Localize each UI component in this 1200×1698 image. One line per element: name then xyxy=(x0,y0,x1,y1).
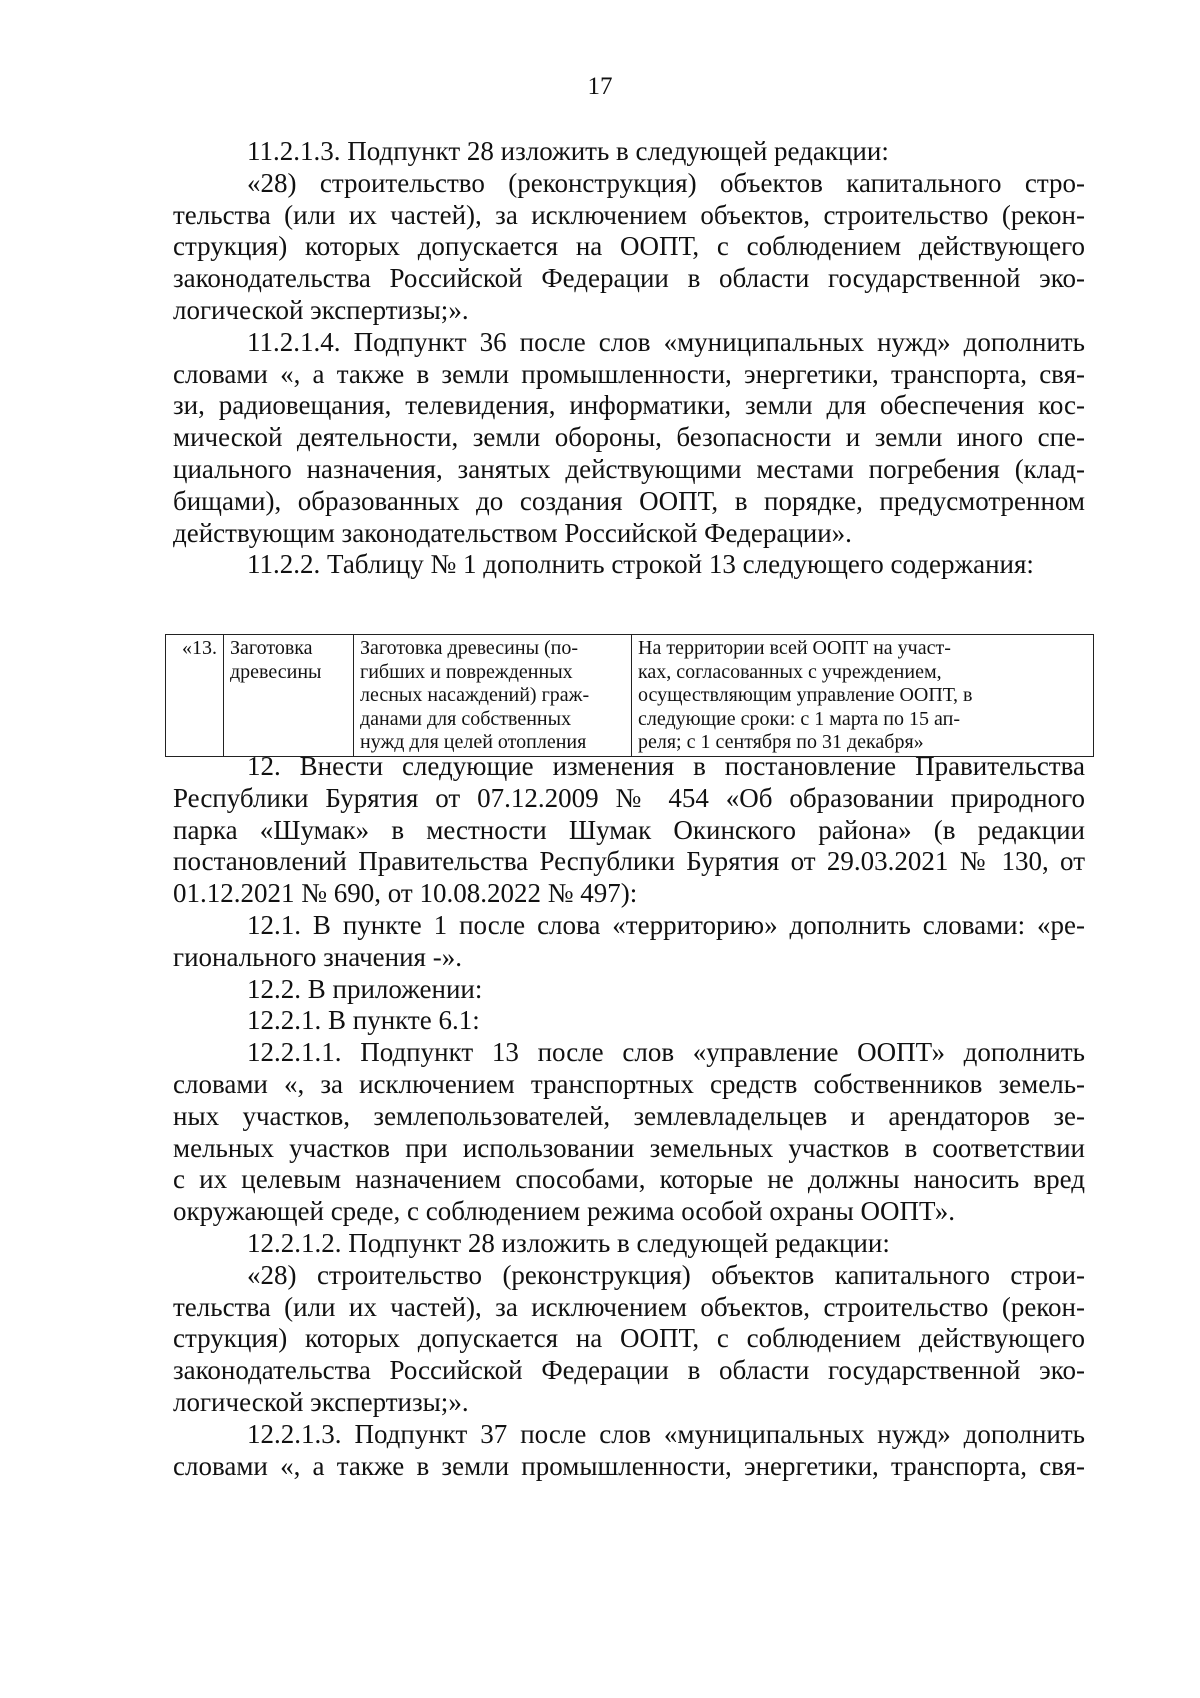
table-row xyxy=(166,635,1094,757)
amendment-table xyxy=(165,634,1094,757)
text-line: словами «, за исключением транспортных средств собственников земель- xyxy=(173,1068,1085,1099)
cell-line: древесины xyxy=(230,660,322,683)
cell-line: Заготовка древесины (по- xyxy=(360,637,579,659)
text-line: «28) строительство (реконструкция) объектов капитального стро- xyxy=(247,167,1085,198)
cell-line: гибших и поврежденных xyxy=(360,660,573,683)
text-line: законодательства Российской Федерации в области государственной эко- xyxy=(173,1355,1085,1386)
text-line: 12. Внести следующие изменения в постановление Правительства xyxy=(247,751,1085,781)
text-line: с их целевым назначением способами, которые не должны наносить вред xyxy=(173,1164,1085,1195)
text-line: 12.2. В приложении: xyxy=(247,973,483,1004)
text-section-11 xyxy=(173,136,1085,581)
text-line: бищами), образованных до создания ООПТ, в порядке, предусмотренном xyxy=(173,485,1085,516)
text-line: 11.2.2. Таблицу № 1 дополнить строкой 13 следующего содержания: xyxy=(247,549,1034,580)
text-line: Республики Бурятия от 07.12.2009 № 454 «Об образовании природного xyxy=(173,782,1085,813)
text-line: окружающей среде, с соблюдением режима особой охраны ООПТ». xyxy=(173,1196,956,1227)
text-line: 11.2.1.4. Подпункт 36 после слов «муниципальных нужд» дополнить xyxy=(247,326,1085,357)
text-line: действующим законодательством Российской Федерации». xyxy=(173,517,852,548)
text-line: логической экспертизы;». xyxy=(173,294,469,325)
table-cell-number xyxy=(166,635,224,757)
text-line: 12.1. В пункте 1 после слова «территорию» дополнить словами: «ре- xyxy=(247,909,1085,940)
text-line: мической деятельности, земли обороны, безопасности и земли иного спе- xyxy=(173,422,1085,453)
text-line: ных участков, землепользователей, землевладельцев и арендаторов зе- xyxy=(173,1100,1085,1131)
text-line: струкция) которых допускается на ООПТ, с соблюдением действующего xyxy=(173,1323,1085,1354)
text-line: «28) строительство (реконструкция) объектов капитального строи- xyxy=(247,1259,1085,1290)
table-cell-conditions xyxy=(632,635,1094,757)
text-line: 11.2.1.3. Подпункт 28 изложить в следующей редакции: xyxy=(247,136,889,166)
cell-line: лесных насаждений) граж- xyxy=(360,684,590,707)
text-line: законодательства Российской Федерации в области государственной эко- xyxy=(173,263,1085,294)
text-line: постановлений Правительства Республики Бурятия от 29.03.2021 № 130, от xyxy=(173,846,1085,877)
cell-line: осуществляющим управление ООПТ, в xyxy=(638,684,973,707)
text-line: мельных участков при использовании земельных участков в соответствии xyxy=(173,1132,1085,1163)
cell-line: Заготовка xyxy=(230,637,313,659)
table-cell-description xyxy=(354,635,632,757)
text-line: зи, радиовещания, телевидения, информатики, земли для обеспечения кос- xyxy=(173,390,1085,421)
table-cell-activity xyxy=(224,635,354,757)
page-number: 17 xyxy=(587,73,613,100)
text-line: струкция) которых допускается на ООПТ, с соблюдением действующего xyxy=(173,231,1085,262)
text-line: 12.2.1.3. Подпункт 37 после слов «муниципальных нужд» дополнить xyxy=(247,1418,1085,1449)
cell-line: реля; с 1 сентября по 31 декабря» xyxy=(638,731,924,754)
cell-line: нужд для целей отопления xyxy=(360,731,587,754)
text-line: парка «Шумак» в местности Шумак Окинского района» (в редакции xyxy=(173,814,1085,845)
cell-line: На территории всей ООПТ на участ- xyxy=(638,637,951,659)
text-line: гионального значения -». xyxy=(173,941,462,972)
text-line: словами «, а также в земли промышленности, энергетики, транспорта, свя- xyxy=(173,1450,1085,1481)
text-line: 12.2.1. В пункте 6.1: xyxy=(247,1005,480,1036)
text-line: логической экспертизы;». xyxy=(173,1386,469,1417)
cell-line: «13. xyxy=(182,637,217,659)
text-line: 01.12.2021 № 690, от 10.08.2022 № 497): xyxy=(173,878,638,909)
text-line: словами «, а также в земли промышленности, энергетики, транспорта, свя- xyxy=(173,358,1085,389)
text-line: тельства (или их частей), за исключением объектов, строительство (рекон- xyxy=(173,1291,1085,1322)
text-line: циального назначения, занятых действующими местами погребения (клад- xyxy=(173,453,1085,484)
text-line: 12.2.1.1. Подпункт 13 после слов «управление ООПТ» дополнить xyxy=(247,1037,1085,1068)
cell-line: ках, согласованных с учреждением, xyxy=(638,660,942,683)
cell-line: следующие сроки: с 1 марта по 15 ап- xyxy=(638,707,960,730)
cell-line: данами для собственных xyxy=(360,707,572,730)
text-line: тельства (или их частей), за исключением объектов, строительство (рекон- xyxy=(173,199,1085,230)
text-line: 12.2.1.2. Подпункт 28 изложить в следующей редакции: xyxy=(247,1227,890,1258)
text-section-12 xyxy=(173,751,1085,1482)
